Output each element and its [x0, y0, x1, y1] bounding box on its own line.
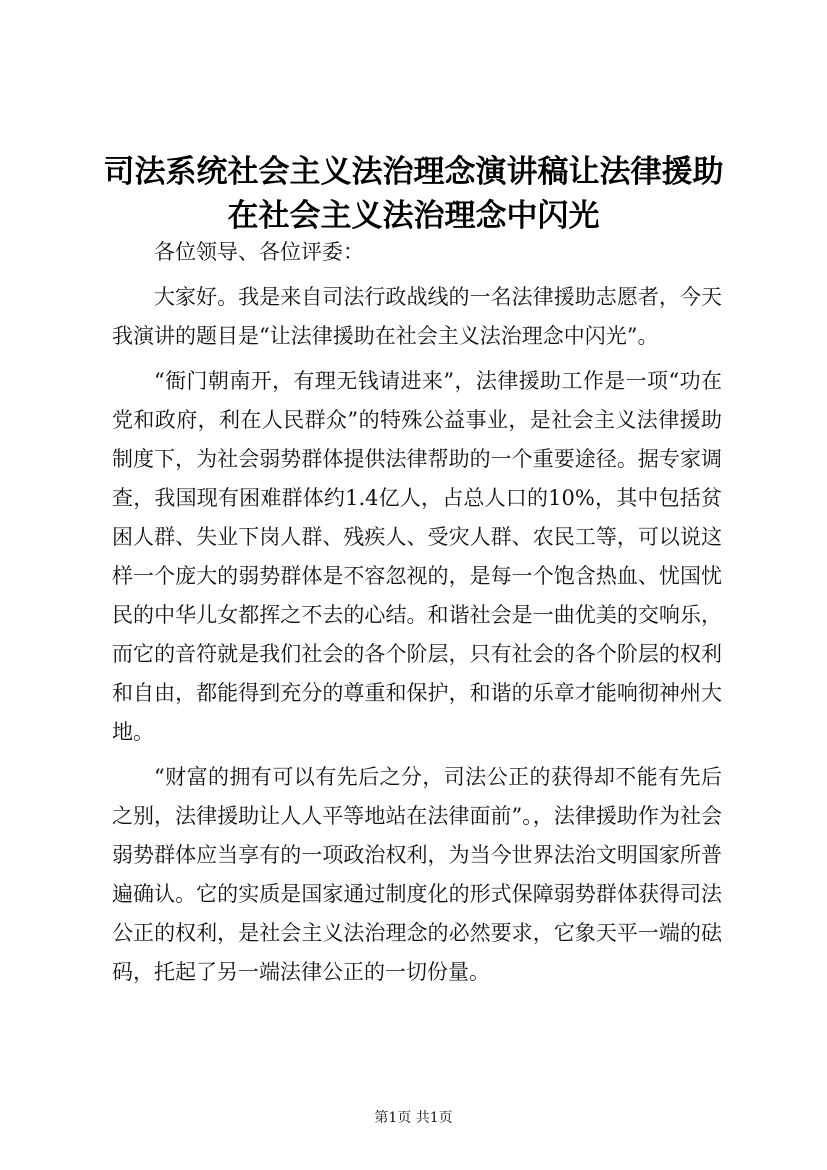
document-title: 司法系统社会主义法治理念演讲稿让法律援助在社会主义法治理念中闪光 [103, 154, 724, 234]
document-body [112, 233, 722, 992]
body-paragraph-1: “衙门朝南开，有理无钱请进来”，法律援助工作是一项“功在党和政府，利在人民群众”的特殊公益事业，是社会主义法律援助制度下，为社会弱势群体提供法律帮助的一个重要途径。据专家调查，我国现有困难群体约1.4亿人，占总人口的10%，其中包括贫困人群、失业下岗人群、残疾人、受灾人群、农民工等，可以说这样一个庞大的弱势群体是不容忽视的，是每一个饱含热血、忧国忧民的中华儿女都挥之不去的心结。和谐社会是一曲优美的交响乐，而它的音符就是我们社会的各个阶层，只有社会的各个阶层的权利和自由，都能得到充分的尊重和保护，和谐的乐章才能响彻神州大地。 [112, 369, 722, 744]
body-paragraph-2: “财富的拥有可以有先后之分，司法公正的获得却不能有先后之别，法律援助让人人平等地站在法律面前”。，法律援助作为社会弱势群体应当享有的一项政治权利，为当今世界法治文明国家所普遍确认。它的实质是国家通过制度化的形式保障弱势群体获得司法公正的权利，是社会主义法治理念的必然要求，它象天平一端的砝码，托起了另一端法律公正的一切份量。 [112, 765, 722, 984]
page-number-footer: 第1页 共1页 [374, 1110, 453, 1126]
greeting-paragraph: 大家好。我是来自司法行政战线的一名法律援助志愿者，今天我演讲的题目是“让法律援助在社会主义法治理念中闪光”。 [112, 285, 722, 348]
salutation-paragraph: 各位领导、各位评委： [154, 240, 364, 264]
